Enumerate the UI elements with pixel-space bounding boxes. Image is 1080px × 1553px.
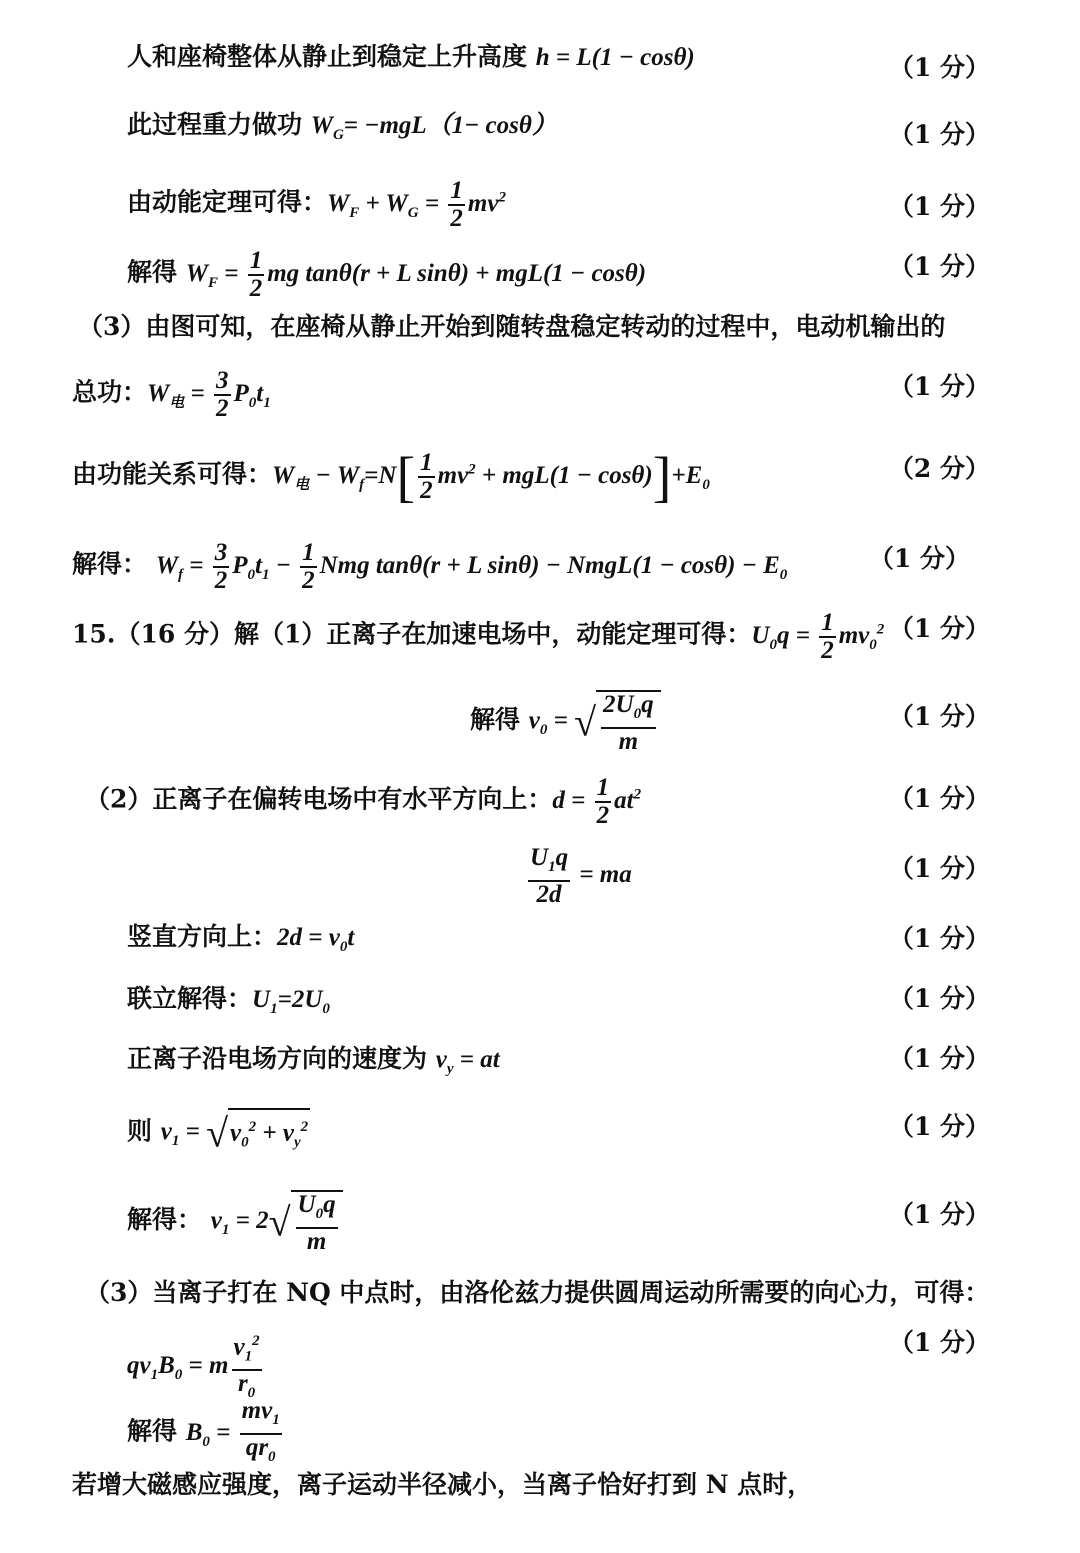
line-math: $W_F + W_G$ = $\frac{1}{2}$ $mv^2$ [327,177,506,232]
line-text: 则 [127,1116,161,1146]
score-label: （2 分） [888,454,990,483]
line-math: $W_电$ = $\frac{3}{2}$ $P_0t_1$ [147,367,271,422]
score-label: （1 分） [888,614,990,643]
score-label: （1 分） [888,784,990,813]
solution-line-18 [127,1328,265,1406]
score-label: （1 分） [888,854,990,883]
solution-line-19 [127,1398,285,1470]
score-label: （1 分） [888,1044,990,1073]
solution-line-6 [72,446,710,508]
solution-line-3 [127,248,646,302]
line-math: h = L(1 − cosθ) [535,44,695,71]
score-label: （1 分） [888,984,990,1013]
solution-line-15 [127,1108,310,1159]
line-text: 此过程重力做功 [127,110,311,139]
line-math: $v_1 = √v_0^2 + v_y^2$ [161,1118,310,1145]
solution-line-20 [72,1468,812,1502]
score-label: （1 分） [888,1200,990,1229]
solution-line-9 [470,690,661,755]
solution-line-4 [78,310,945,344]
score-label: （1 分） [888,252,990,281]
line-math: $U_0q$ = $\frac{1}{2}$ $mv_0^2$ [751,609,885,664]
line-math: $v_1 = 2√$ $\frac{U_0q}{m}$ [211,1207,343,1234]
line-math: $W_f$ = $\frac{3}{2}$ $P_0t_1$ − $\frac{1}{2}$ Nmg tanθ(r + L sinθ) − NmgL(1 − $\cos\theta) - E_0$ [155,539,788,594]
line-text: 由动能定理可得： [127,187,328,217]
line-text: 解得 [127,257,186,287]
line-math: $U_1=2U_0$ [252,986,330,1017]
score-label: （1 分） [888,1328,990,1357]
line-math: $v_0$ = √ $\frac{2U_0q}{m}$ [529,707,661,734]
line-text: 解得 [127,1416,186,1446]
solution-line-12 [127,920,354,964]
score-label: （1 分） [888,924,990,953]
line-text: 由功能关系可得： [72,459,273,489]
line-math: $v_y$ = at [435,1046,500,1077]
line-text: （2）正离子在偏转电场中有水平方向上： [85,784,553,814]
line-math: $2d = v_0t$ [277,924,355,955]
score-label: （1 分） [888,192,990,221]
score-label: （1 分） [888,53,990,82]
solution-line-17 [85,1276,989,1310]
solution-line-1 [127,108,557,152]
score-label: （1 分） [888,702,990,731]
line-text: 解得： [72,549,156,579]
solution-line-16 [127,1190,343,1255]
line-math: $W_F$ = $\frac{1}{2}$ mg tanθ(r + L sinθ) + mgL(1 − cosθ) [185,247,647,302]
line-text: 15.（16 分）解（1）正离子在加速电场中，动能定理可得： [72,619,752,649]
solution-line-11 [525,845,632,908]
solution-line-10 [85,775,641,829]
line-math: d = $\frac{1}{2}$ $at^2$ [552,774,642,829]
solution-line-5 [72,368,271,422]
score-label: （1 分） [888,372,990,401]
line-text: 人和座椅整体从静止到稳定上升高度 [127,42,536,71]
line-text: 正离子沿电场方向的速度为 [127,1044,436,1073]
line-text: 若增大磁感应强度，离子运动半径减小，当离子恰好打到 N 点时， [72,1470,813,1499]
line-text: 联立解得： [127,984,253,1013]
score-label: （1 分） [868,544,970,573]
line-text: （3）由图可知，在座椅从静止开始到随转盘稳定转动的过程中，电动机输出的 [78,312,946,341]
solution-line-2 [127,178,506,232]
solution-line-8 [72,610,884,664]
line-math: $B_0$ = $\frac{mv_1}{qr_0}$ [185,1397,280,1465]
solution-line-14 [127,1042,500,1086]
line-math: $qv_1B_0 = m$ $\frac{v_1^2}{r_0}$ [127,1352,265,1379]
line-text: 竖直方向上： [127,922,278,951]
solution-line-13 [127,982,330,1026]
line-math: $\frac{U_1q}{2d}$ = ma [530,844,632,908]
line-text: 总功： [72,377,148,407]
line-text: 解得 [470,705,529,735]
line-text: 解得： [127,1205,211,1235]
score-label: （1 分） [888,120,990,149]
line-text: （3）当离子打在 NQ 中点时，由洛伦兹力提供圆周运动所需要的向心力，可得： [85,1278,990,1307]
solution-line-7 [72,540,787,594]
line-math: $W_G= -mgL(1- \cos\theta)$ [310,112,557,143]
line-math: $W_电 - W_f=N$[ $\frac{1}{2}$ $mv^2 + mgL(1 - \cos\theta)]+E_0$ [272,446,710,508]
solution-line-0 [127,40,695,75]
score-label: （1 分） [888,1112,990,1141]
